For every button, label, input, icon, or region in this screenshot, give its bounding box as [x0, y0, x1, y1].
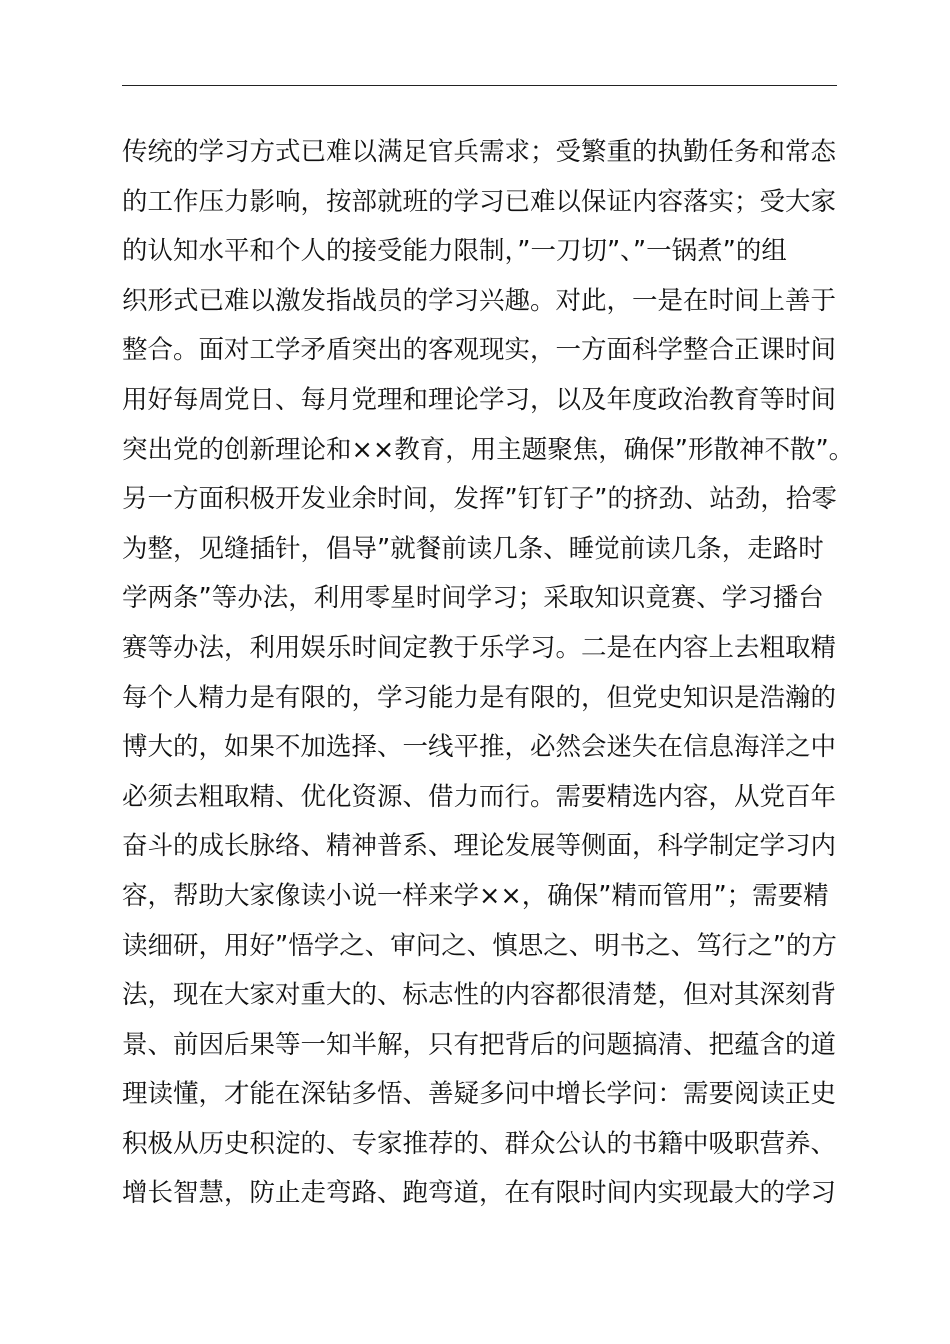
text-line: 的工作压力影响，按部就班的学习已难以保证内容落实；受大家	[122, 186, 837, 217]
text-line: 织形式已难以激发指战员的学习兴趣。对此，一是在时间上善于	[122, 285, 837, 316]
body-text	[122, 128, 862, 1219]
text-line: 奋斗的成长脉络、精神普系、理论发展等侧面，科学制定学习内	[122, 831, 837, 862]
text-line: 用好每周党日、每月党理和理论学习，以及年度政治教育等时间	[122, 384, 837, 415]
text-line: 赛等办法，利用娱乐时间定教于乐学习。二是在内容上去粗取精	[122, 632, 837, 663]
text-line: 增长智慧，防止走弯路、跑弯道，在有限时间内实现最大的学习	[122, 1178, 837, 1209]
text-line: 另一方面积极开发业余时间，发挥”钉钉子”的挤劲、站劲，拾零	[122, 484, 837, 515]
text-line: 的认知水平和个人的接受能力限制，”一刀切”、”一锅煮”的组	[122, 236, 787, 267]
text-line: 积极从历史积淀的、专家推荐的、群众公认的书籍中吸职营养、	[122, 1128, 837, 1159]
text-line: 突出党的创新理论和××教育，用主题聚焦，确保”形散神不散”。	[122, 434, 855, 465]
text-line: 读细研，用好”悟学之、审问之、慎思之、明书之、笃行之”的方	[122, 930, 837, 961]
text-line: 容，帮助大家像读小说一样来学××，确保”精而管用”；需要精	[122, 880, 829, 911]
text-line: 博大的，如果不加选择、一线平推，必然会迷失在信息海洋之中	[122, 732, 837, 763]
header-rule	[122, 85, 837, 86]
text-line: 每个人精力是有限的，学习能力是有限的，但党史知识是浩瀚的	[122, 682, 837, 713]
text-line: 法，现在大家对重大的、标志性的内容都很清楚，但对其深刻背	[122, 980, 837, 1011]
text-line: 学两条”等办法，利用零星时间学习；采取知识竟赛、学习播台	[122, 583, 824, 614]
text-line: 传统的学习方式已难以满足官兵需求；受繁重的执勤任务和常态	[122, 137, 837, 167]
text-line: 为整，见缝插针，倡导”就餐前读几条、睡觉前读几条，走路时	[122, 533, 824, 564]
text-line: 整合。面对工学矛盾突出的客观现实，一方面科学整合正课时间	[122, 335, 837, 366]
text-line: 必须去粗取精、优化资源、借力而行。需要精选内容，从党百年	[122, 781, 837, 812]
text-line: 景、前因后果等一知半解，只有把背后的问题搞清、把蕴含的道	[122, 1029, 837, 1060]
text-line: 理读懂，才能在深钻多悟、善疑多问中增长学问：需要阅读正史	[122, 1079, 837, 1110]
